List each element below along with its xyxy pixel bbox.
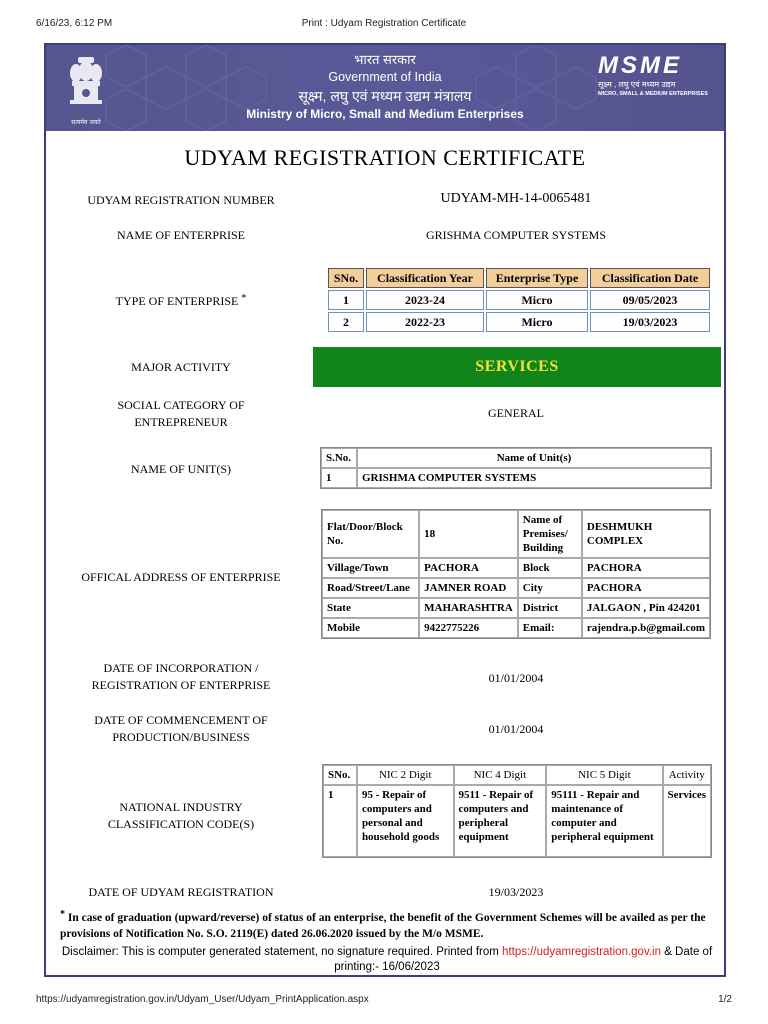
print-datetime: 6/16/23, 6:12 PM: [36, 18, 113, 29]
address-table: [321, 509, 711, 639]
address-field-label: City: [518, 578, 582, 598]
address-field-label: Village/Town: [322, 558, 419, 578]
address-field-label: Mobile: [322, 618, 419, 638]
disclaimer: Disclaimer: This is computer generated statement, no signature required. Printed from https://udyamregistration.gov.in & Date of printing:- 16/06/2023: [61, 946, 713, 973]
classification-row: [328, 312, 710, 332]
units-table: [320, 447, 712, 489]
nic-header: NIC 2 Digit: [357, 765, 454, 785]
address-field-label: State: [322, 598, 419, 618]
msme-hindi: सूक्ष्म , लघु एवं मध्यम उद्यम: [598, 80, 676, 89]
classification-header: Classification Date: [590, 268, 710, 288]
print-footer: [36, 994, 732, 1005]
nic-row: [323, 785, 711, 857]
banner-hindi-ministry: सूक्ष्म, लघु एवं मध्यम उद्यम मंत्रालय: [298, 88, 472, 104]
address-field-value: 9422775226: [419, 618, 518, 638]
address-label: OFFICAL ADDRESS OF ENTERPRISE: [81, 570, 281, 584]
udyam-date-value: 19/03/2023: [488, 885, 544, 899]
nic-label: NATIONAL INDUSTRY CLASSIFICATION CODE(S): [107, 800, 255, 831]
print-url[interactable]: https://udyamregistration.gov.in/Udyam_User/Udyam_PrintApplication.aspx: [36, 994, 369, 1005]
nic-header: NIC 4 Digit: [454, 765, 547, 785]
enterprise-name-label: NAME OF ENTERPRISE: [116, 228, 245, 242]
incorporation-label: DATE OF INCORPORATION / REGISTRATION OF ENTERPRISE: [91, 661, 271, 692]
enterprise-type-label: TYPE OF ENTERPRISE *: [115, 293, 247, 308]
reg-no-label: UDYAM REGISTRATION NUMBER: [87, 193, 275, 207]
address-field-value: PACHORA: [582, 578, 710, 598]
major-activity-value: SERVICES: [313, 347, 721, 387]
nic-header: Activity: [663, 765, 711, 785]
msme-logo: [598, 53, 708, 98]
address-field-label: Block: [518, 558, 582, 578]
print-page-number: 1/2: [718, 994, 732, 1005]
classification-cell: Micro: [486, 290, 588, 310]
classification-header: Classification Year: [366, 268, 484, 288]
classification-cell: 1: [328, 290, 364, 310]
udyam-date-label: DATE OF UDYAM REGISTRATION: [88, 885, 274, 899]
address-field-value: PACHORA: [582, 558, 710, 578]
address-field-label: Road/Street/Lane: [322, 578, 419, 598]
government-banner: [46, 45, 724, 131]
classification-cell: 2: [328, 312, 364, 332]
address-field-value: DESHMUKH COMPLEX: [582, 510, 710, 558]
nic-cell: 95111 - Repair and maintenance of computer and peripheral equipment: [546, 785, 662, 857]
social-category-value: GENERAL: [488, 406, 544, 420]
address-field-label: Flat/Door/Block No.: [322, 510, 419, 558]
nic-cell: 95 - Repair of computers and personal and household goods: [357, 785, 454, 857]
address-field-value: JAMNER ROAD: [419, 578, 518, 598]
classification-header: SNo.: [328, 268, 364, 288]
reg-no-value: UDYAM-MH-14-0065481: [440, 191, 592, 206]
banner-hindi-gov: भारत सरकार: [354, 52, 416, 67]
classification-cell: 2022-23: [366, 312, 484, 332]
address-email-value: rajendra.p.b@gmail.com: [582, 618, 710, 638]
nic-cell: Services: [663, 785, 711, 857]
disclaimer-link[interactable]: https://udyamregistration.gov.in: [502, 946, 661, 958]
commencement-label: DATE OF COMMENCEMENT OF PRODUCTION/BUSINESS: [94, 713, 268, 744]
address-field-label: Email:: [518, 618, 582, 638]
social-category-label: SOCIAL CATEGORY OF ENTREPRENEUR: [117, 398, 245, 429]
units-cell: 1: [321, 468, 357, 488]
address-field-value: JALGAON , Pin 424201: [582, 598, 710, 618]
address-field-label: District: [518, 598, 582, 618]
units-header: S.No.: [321, 448, 357, 468]
print-header: [36, 18, 732, 29]
certificate-title: UDYAM REGISTRATION CERTIFICATE: [184, 145, 586, 170]
nic-table: [322, 764, 712, 858]
classification-header: Enterprise Type: [486, 268, 588, 288]
classification-cell: Micro: [486, 312, 588, 332]
msme-logo-text: MSME: [598, 52, 682, 79]
nic-cell: 9511 - Repair of computers and peripheral equipment: [454, 785, 547, 857]
incorporation-value: 01/01/2004: [488, 671, 544, 685]
classification-cell: 09/05/2023: [590, 290, 710, 310]
address-field-label: Name of Premises/ Building: [518, 510, 582, 558]
nic-header: NIC 5 Digit: [546, 765, 662, 785]
classification-table: [326, 266, 712, 334]
nic-cell: 1: [323, 785, 357, 857]
msme-subtitle: MICRO, SMALL & MEDIUM ENTERPRISES: [598, 91, 708, 97]
certificate: [44, 43, 726, 977]
units-header: Name of Unit(s): [357, 448, 711, 468]
nic-header: SNo.: [323, 765, 357, 785]
units-label: NAME OF UNIT(S): [131, 462, 231, 476]
classification-cell: 2023-24: [366, 290, 484, 310]
units-cell: GRISHMA COMPUTER SYSTEMS: [357, 468, 711, 488]
classification-row: [328, 290, 710, 310]
address-field-value: 18: [419, 510, 518, 558]
units-row: [321, 468, 711, 488]
banner-gov: Government of India: [328, 70, 442, 84]
commencement-value: 01/01/2004: [488, 722, 544, 736]
major-activity-label: MAJOR ACTIVITY: [131, 360, 231, 374]
print-page-title: Print : Udyam Registration Certificate: [301, 18, 467, 29]
address-field-value: PACHORA: [419, 558, 518, 578]
enterprise-name-value: GRISHMA COMPUTER SYSTEMS: [425, 228, 607, 242]
banner-ministry: Ministry of Micro, Small and Medium Enterprises: [246, 107, 524, 121]
classification-cell: 19/03/2023: [590, 312, 710, 332]
graduation-note: * In case of graduation (upward/reverse) of status of an enterprise, the benefit of the Government Schemes will be availed as per the provisions of Notification No. S.O. 2119(E) dated 26.06.2020 issued by the M/o MSME.: [60, 909, 706, 940]
emblem-motto: सत्यमेव जयते: [71, 119, 101, 126]
address-field-value: MAHARASHTRA: [419, 598, 518, 618]
